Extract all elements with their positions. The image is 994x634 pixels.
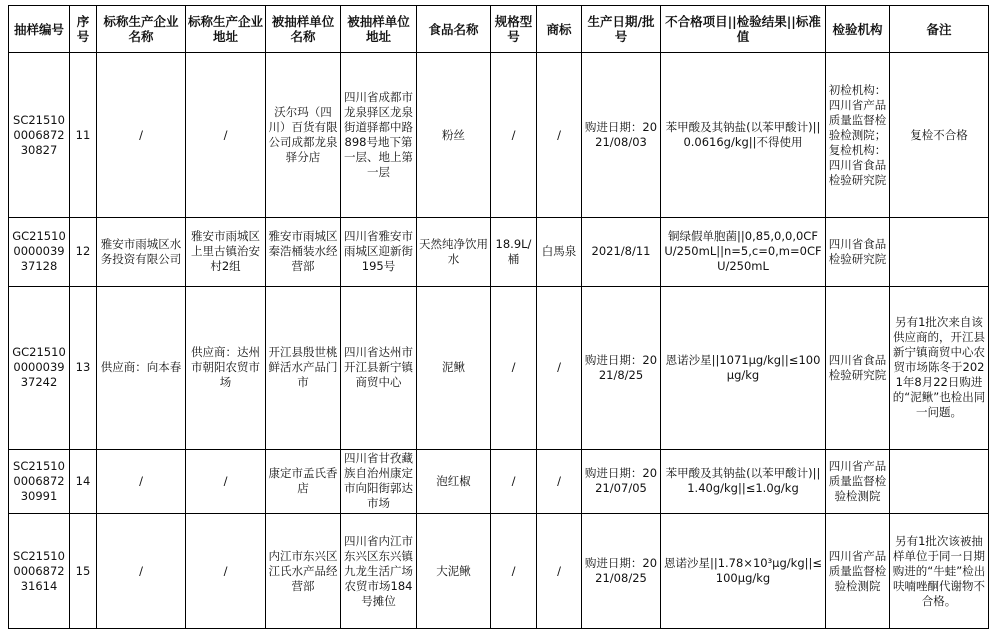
- cell-failed-item: 苯甲酸及其钠盐(以苯甲酸计)||1.40g/kg||≤1.0g/kg: [661, 449, 826, 513]
- cell-sampled-unit: 内江市东兴区江氏水产品经营部: [266, 514, 341, 629]
- cell-spec: 18.9L/桶: [491, 218, 537, 286]
- cell-date-batch: 购进日期：2021/08/03: [582, 53, 661, 218]
- cell-date-batch: 购进日期：2021/07/05: [582, 449, 661, 513]
- cell-note: 另有1批次该被抽样单位于同一日期购进的“牛蛙”检出呋喃唑酮代谢物不合格。: [890, 514, 989, 629]
- cell-sampled-unit: 雅安市雨城区秦浩桶装水经营部: [266, 218, 341, 286]
- cell-food-name: 大泥鳅: [417, 514, 491, 629]
- table-row: [9, 218, 989, 286]
- cell-brand: /: [537, 286, 582, 449]
- cell-date-batch: 购进日期：2021/8/25: [582, 286, 661, 449]
- header-sampled-unit: 被抽样单位名称: [266, 6, 341, 53]
- header-note: 备注: [890, 6, 989, 53]
- cell-agency: 四川省产品质量监督检验检测院: [826, 514, 890, 629]
- inspection-results-table: [8, 5, 989, 629]
- cell-brand: 白馬泉: [537, 218, 582, 286]
- cell-failed-item: 恩诺沙星||1.78×10³μg/kg||≤100μg/kg: [661, 514, 826, 629]
- cell-date-batch: 购进日期：2021/08/25: [582, 514, 661, 629]
- table-body: [9, 53, 989, 629]
- header-sampled-address: 被抽样单位地址: [341, 6, 417, 53]
- header-seq: 序号: [70, 6, 97, 53]
- table-header: [9, 6, 989, 53]
- cell-food-name: 泥鳅: [417, 286, 491, 449]
- cell-failed-item: 恩诺沙星||1071μg/kg||≤100μg/kg: [661, 286, 826, 449]
- cell-agency: 四川省食品检验研究院: [826, 218, 890, 286]
- header-spec: 规格型号: [491, 6, 537, 53]
- cell-sample-no: SC21510000687230827: [9, 53, 70, 218]
- cell-seq: 14: [70, 449, 97, 513]
- cell-sampled-address: 四川省内江市东兴区东兴镇九龙生活广场农贸市场184号摊位: [341, 514, 417, 629]
- cell-note: 复检不合格: [890, 53, 989, 218]
- cell-sample-no: SC21510000687230991: [9, 449, 70, 513]
- cell-food-name: 天然纯净饮用水: [417, 218, 491, 286]
- inspection-results-sheet: [8, 5, 988, 629]
- header-producer-name: 标称生产企业名称: [97, 6, 186, 53]
- cell-food-name: 粉丝: [417, 53, 491, 218]
- cell-sampled-address: 四川省甘孜藏族自治州康定市向阳街郭达市场: [341, 449, 417, 513]
- header-food-name: 食品名称: [417, 6, 491, 53]
- cell-producer-address: /: [186, 53, 266, 218]
- cell-producer-name: /: [97, 449, 186, 513]
- cell-seq: 13: [70, 286, 97, 449]
- header-brand: 商标: [537, 6, 582, 53]
- cell-spec: /: [491, 53, 537, 218]
- cell-agency: 四川省产品质量监督检验检测院: [826, 449, 890, 513]
- cell-date-batch: 2021/8/11: [582, 218, 661, 286]
- cell-sample-no: SC21510000687231614: [9, 514, 70, 629]
- cell-failed-item: 苯甲酸及其钠盐(以苯甲酸计)||0.0616g/kg||不得使用: [661, 53, 826, 218]
- header-producer-address: 标称生产企业地址: [186, 6, 266, 53]
- table-row: [9, 449, 989, 513]
- cell-sampled-address: 四川省成都市龙泉驿区龙泉街道驿都中路898号地下第一层、地上第一层: [341, 53, 417, 218]
- cell-sampled-address: 四川省雅安市雨城区迎新街195号: [341, 218, 417, 286]
- cell-sample-no: GC21510000003937242: [9, 286, 70, 449]
- cell-producer-address: /: [186, 514, 266, 629]
- cell-spec: /: [491, 286, 537, 449]
- cell-spec: /: [491, 449, 537, 513]
- cell-producer-address: 供应商：达州市朝阳农贸市场: [186, 286, 266, 449]
- cell-sample-no: GC21510000003937128: [9, 218, 70, 286]
- cell-note: [890, 449, 989, 513]
- cell-spec: /: [491, 514, 537, 629]
- table-row: [9, 53, 989, 218]
- header-row: [9, 6, 989, 53]
- cell-seq: 11: [70, 53, 97, 218]
- cell-sampled-address: 四川省达州市开江县新宁镇商贸中心: [341, 286, 417, 449]
- cell-producer-address: /: [186, 449, 266, 513]
- table-row: [9, 286, 989, 449]
- header-failed-item: 不合格项目||检验结果||标准值: [661, 6, 826, 53]
- cell-agency: 四川省食品检验研究院: [826, 286, 890, 449]
- cell-brand: /: [537, 514, 582, 629]
- cell-sampled-unit: 沃尔玛（四川）百货有限公司成都龙泉驿分店: [266, 53, 341, 218]
- cell-sampled-unit: 开江县殷世桃鲜活水产品门市: [266, 286, 341, 449]
- cell-note: 另有1批次来自该供应商的，开江县新宁镇商贸中心农贸市场陈冬于2021年8月22日购进的“泥鳅”也检出同一问题。: [890, 286, 989, 449]
- header-date-batch: 生产日期/批号: [582, 6, 661, 53]
- cell-brand: /: [537, 449, 582, 513]
- cell-food-name: 泡红椒: [417, 449, 491, 513]
- cell-agency: 初检机构：四川省产品质量监督检验检测院；复检机构：四川省食品检验研究院: [826, 53, 890, 218]
- cell-brand: /: [537, 53, 582, 218]
- table-row: [9, 514, 989, 629]
- cell-producer-name: /: [97, 514, 186, 629]
- header-agency: 检验机构: [826, 6, 890, 53]
- cell-producer-name: 供应商：向本春: [97, 286, 186, 449]
- cell-producer-address: 雅安市雨城区上里古镇治安村2组: [186, 218, 266, 286]
- cell-seq: 12: [70, 218, 97, 286]
- cell-failed-item: 铜绿假单胞菌||0,85,0,0,0CFU/250mL||n=5,c=0,m=0CFU/250mL: [661, 218, 826, 286]
- cell-producer-name: /: [97, 53, 186, 218]
- header-sample-no: 抽样编号: [9, 6, 70, 53]
- cell-seq: 15: [70, 514, 97, 629]
- cell-producer-name: 雅安市雨城区水务投资有限公司: [97, 218, 186, 286]
- cell-sampled-unit: 康定市孟氏香店: [266, 449, 341, 513]
- cell-note: [890, 218, 989, 286]
